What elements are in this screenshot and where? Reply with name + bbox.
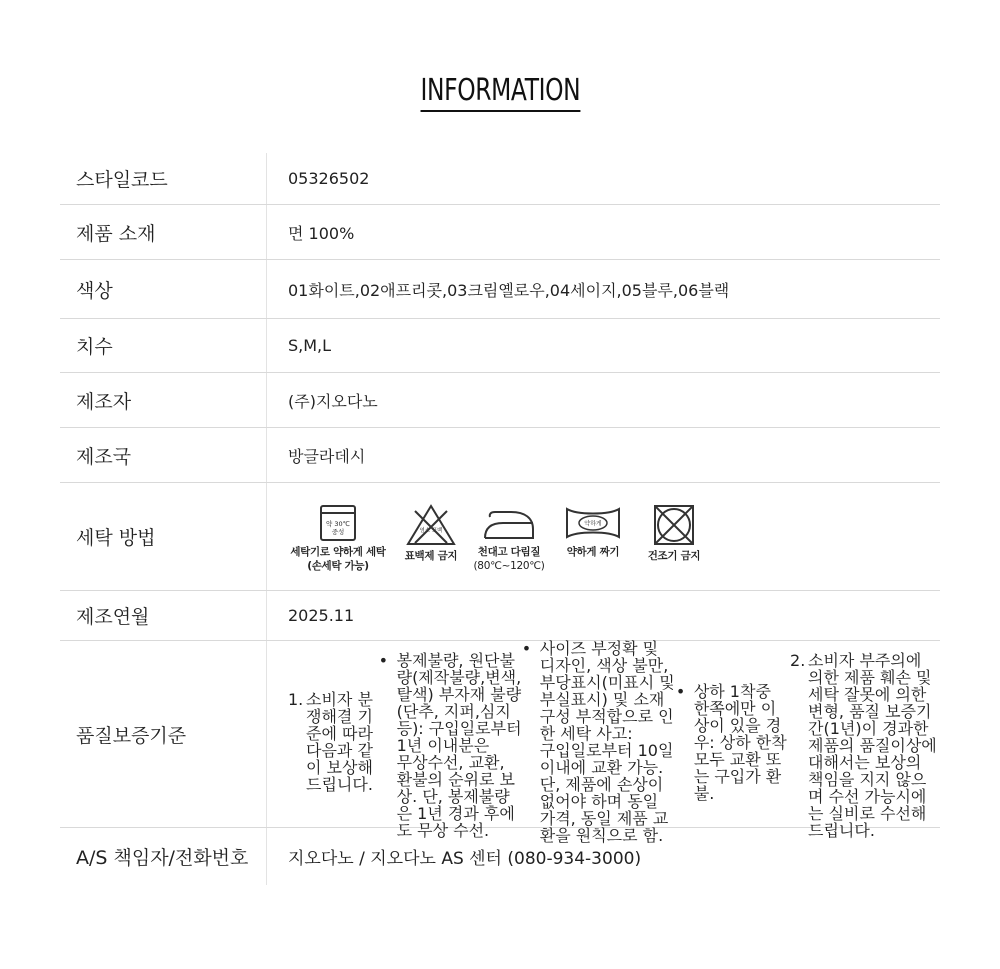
row-label: 제조국 [60,428,267,482]
care-caption [405,549,458,563]
care-item-wash [288,503,388,573]
row-label: A/S 책임자/전화번호 [60,828,267,885]
information-heading: INFORMATION [420,74,580,112]
row-quality [60,639,940,845]
list-marker: 1. [288,690,304,709]
no-bleach-icon [405,503,457,547]
row-value: 방글라데시 [288,446,366,466]
list-marker: • [521,639,532,658]
row-country [60,428,940,483]
wash-tub-icon [318,503,358,543]
row-label: 제조연월 [60,591,267,640]
row-value: (주)지오다노 [288,391,378,411]
row-style-code [60,153,940,205]
row-care [60,483,940,591]
quality-line: 소비자 부주의에 의한 제품 훼손 및 세탁 잘못에 의한 변형, 품질 보증기간(1년)이 경과한 제품의 품질이상에 [808,650,937,755]
care-caption [474,545,545,573]
row-mfg-date [60,591,940,641]
quality-line: 봉제불량, 원단불량(제작불량,변색,탈색) 부자재 불량(단추, 지퍼,심지 등): 구입일로부터 1년 이내분은 [396,650,522,755]
quality-item [790,652,940,839]
row-value: 01화이트,02애프리콧,03크림옐로우,04세이지,05블루,06블랙 [288,280,730,300]
row-value: S,M,L [288,336,332,355]
row-label: 제조자 [60,373,267,427]
row-value: 2025.11 [288,606,355,625]
row-label: 품질보증기준 [60,641,267,827]
info-table [60,153,940,885]
care-icons [267,483,940,590]
row-size [60,319,940,373]
row-color [60,260,940,319]
row-value: 지오다노 / 지오다노 AS 센터 (080-934-3000) [288,849,642,869]
quality-item [522,640,676,844]
caption-line: 세탁기로 약하게 세탁 [290,545,386,558]
page-title [0,74,1000,112]
quality-line: 구입일로부터 10일 이내에 교환 가능. 단, 제품에 손상이 없어야 하며 동일 가격, 동일 제품 교환을 원칙으로 함. [539,741,674,845]
list-marker: • [675,681,686,701]
row-as-contact [60,828,940,885]
row-label: 치수 [60,319,267,372]
care-item-bleach [402,503,460,563]
row-value: 면 100% [288,223,355,243]
iron-icon [481,503,537,543]
row-label: 세탁 방법 [60,483,267,590]
wring-label: 약하게 [584,520,602,527]
wash-temp: 약 30℃ [326,519,350,528]
caption-line: 약하게 짜기 [566,545,620,558]
quality-line: 사이즈 부정확 및 디자인, 색상 불만, 부당표시(미표시 및 부실표시) 및 소재 구성 부적합으로 인한 세탁 사고: [539,639,675,743]
row-value: 05326502 [288,169,370,188]
bleach-label: 염소 표백 [419,527,443,534]
list-marker: • [378,650,389,670]
caption-line: 천대고 다림질 [477,545,541,558]
quality-line: 상하 1착중 한쪽에만 이상이 있을 경우: 상하 한착 모두 교환 또는 구입가 환불. [693,681,787,803]
row-label: 색상 [60,260,267,318]
quality-item [676,683,790,802]
row-material [60,205,940,260]
care-caption [290,545,385,573]
caption-line: (80℃~120℃) [473,559,545,572]
quality-line: 소비자 분쟁해결 기준에 따라 다음과 같이 보상해 드립니다. [306,690,373,794]
quality-item [379,652,522,839]
care-caption [648,549,701,563]
quality-item [288,691,379,793]
no-tumble-dry-icon [652,503,696,547]
wash-detergent: 중성 [331,527,345,536]
care-list [288,503,720,573]
row-manufacturer [60,373,940,428]
wring-icon [563,503,623,543]
caption-line: (손세탁 가능) [307,559,369,572]
care-caption [567,545,620,559]
list-marker: 2. [790,650,806,670]
row-label: 제품 소재 [60,205,267,259]
quality-line: 무상수선, 교환, 환불의 순위로 보상. 단, 봉제불량은 1년 경과 후에도 무상 수선. [396,752,515,840]
quality-line: 대해서는 보상의 책임을 지지 않으며 수선 가능시에는 실비로 수선해 드립니다. [808,752,927,840]
caption-line: 건조기 금지 [647,549,701,562]
care-item-dry [642,503,706,563]
care-item-iron [474,503,544,573]
care-item-wring [558,503,628,559]
quality-text [267,639,940,845]
row-label: 스타일코드 [60,153,267,204]
caption-line: 표백제 금지 [404,549,458,562]
